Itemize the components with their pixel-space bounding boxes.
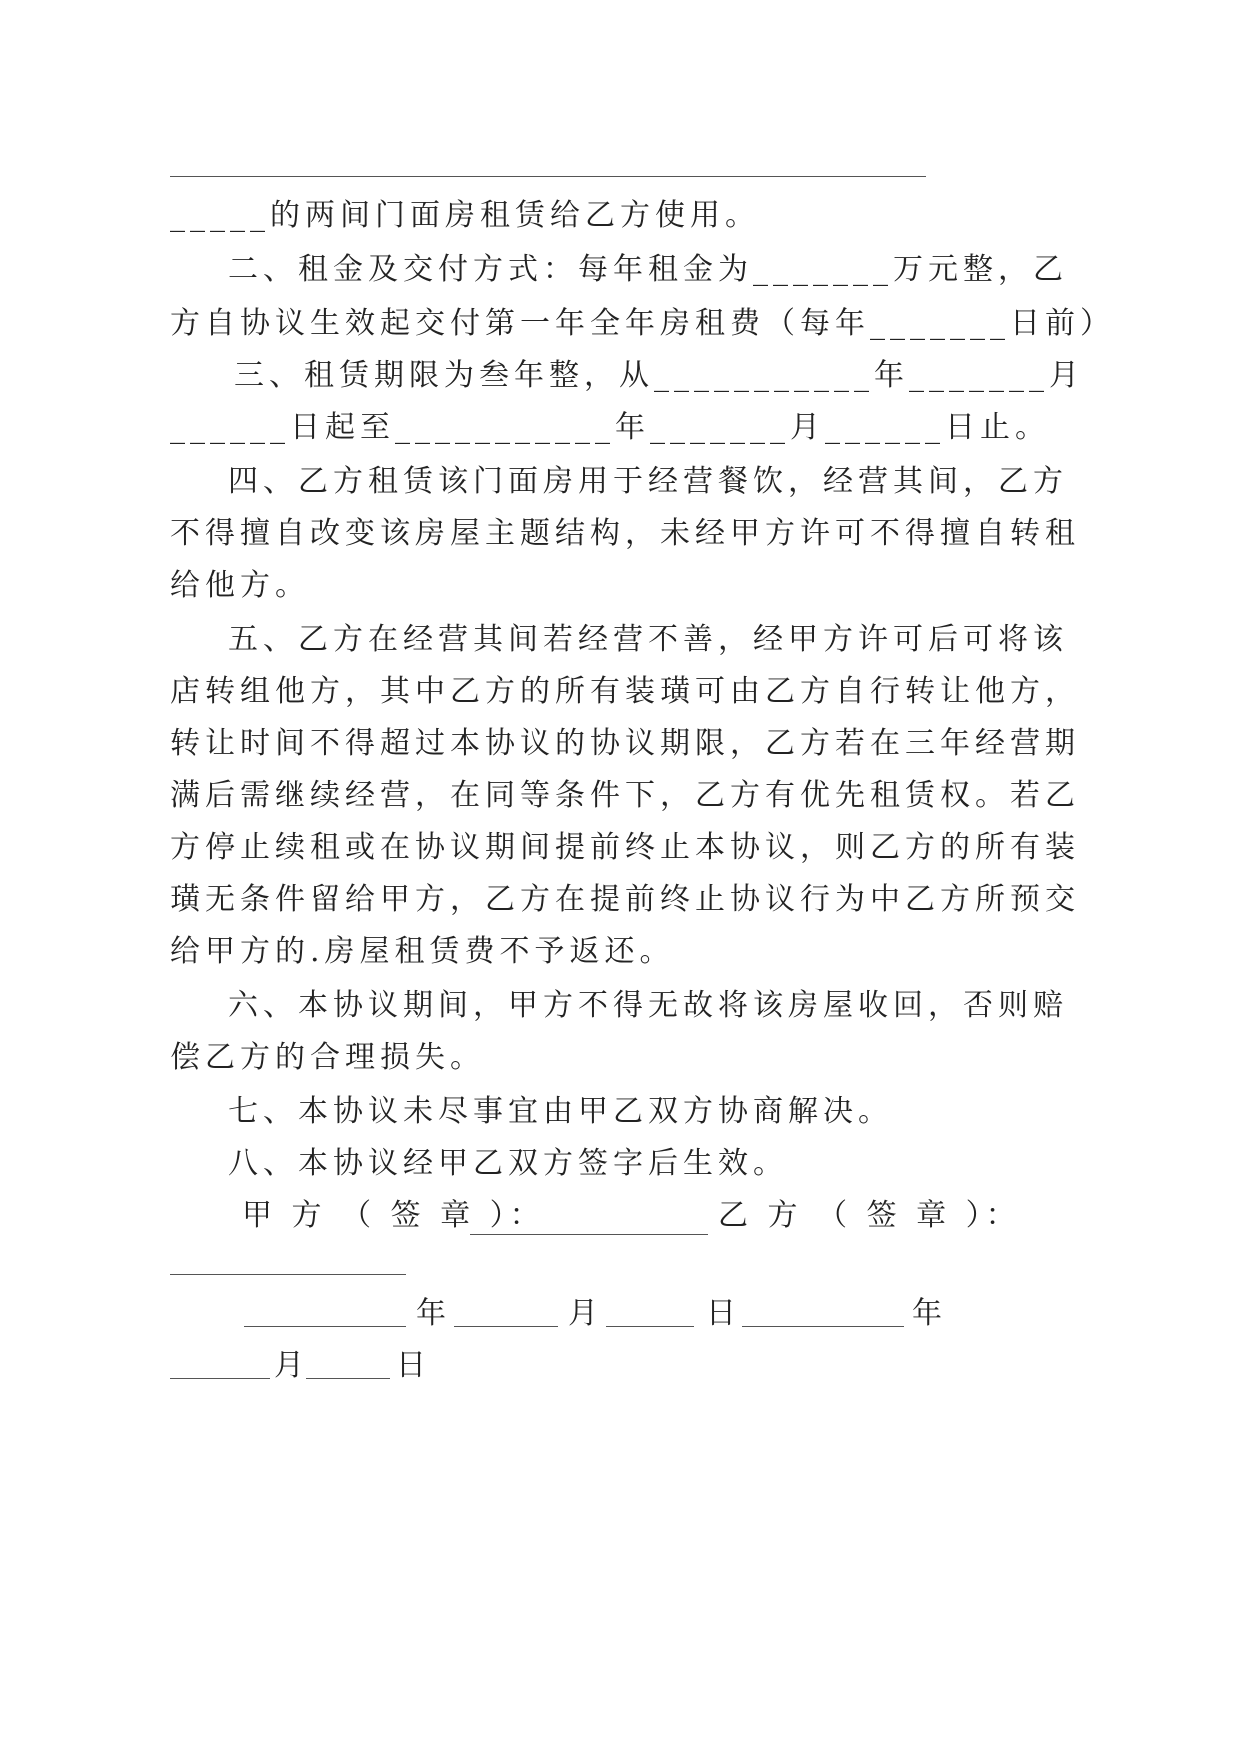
party-a-signature-label: 甲 方 （ 签 章 ）：: [242, 1198, 545, 1233]
clause-7: 七、本协议未尽事宜由甲乙双方协商解决。: [228, 1094, 893, 1129]
party-a-month-label: 月: [568, 1296, 603, 1331]
party-b-year-blank: [742, 1326, 904, 1327]
clause-6-line-2: 偿乙方的合理损失。: [170, 1040, 485, 1075]
clause-5-line-5: 方停止续租或在协议期间提前终止本协议，则乙方的所有装: [170, 830, 1080, 865]
party-a-year-label: 年: [416, 1296, 451, 1331]
premises-line: _____的两间门面房租赁给乙方使用。: [170, 198, 760, 233]
clause-5-line-6: 璜无条件留给甲方，乙方在提前终止协议行为中乙方所预交: [170, 882, 1080, 917]
party-a-signature-blank: [470, 1234, 708, 1235]
top-blank-line: [170, 176, 926, 177]
clause-2-line-2: 方自协议生效起交付第一年全年房租费（每年_______日前）: [170, 306, 1115, 341]
party-a-year-blank: [244, 1326, 406, 1327]
party-a-day-label: 日: [706, 1296, 741, 1331]
clause-5-line-4: 满后需继续经营，在同等条件下，乙方有优先租赁权。若乙: [170, 778, 1080, 813]
party-b-year-label: 年: [912, 1296, 947, 1331]
clause-4-line-1: 四、乙方租赁该门面房用于经营餐饮，经营其间，乙方: [228, 464, 1068, 499]
clause-3-line-2: ______日起至___________年_______月______日止。: [170, 410, 1050, 445]
party-b-signature-label: 乙 方 （ 签 章 ）：: [718, 1198, 1021, 1233]
party-a-month-blank: [454, 1326, 558, 1327]
clause-4-line-3: 给他方。: [170, 568, 310, 603]
party-b-day-blank: [306, 1378, 390, 1379]
clause-5-line-1: 五、乙方在经营其间若经营不善，经甲方许可后可将该: [228, 622, 1068, 657]
party-b-month-blank: [170, 1378, 270, 1379]
clause-5-line-3: 转让时间不得超过本协议的协议期限，乙方若在三年经营期: [170, 726, 1080, 761]
party-b-day-label: 日: [396, 1348, 431, 1383]
clause-5-line-2: 店转组他方，其中乙方的所有装璜可由乙方自行转让他方，: [170, 674, 1080, 709]
clause-5-line-7: 给甲方的.房屋租赁费不予返还。: [170, 934, 675, 969]
clause-3-line-1: 三、租赁期限为叁年整，从___________年_______月: [234, 358, 1084, 393]
clause-4-line-2: 不得擅自改变该房屋主题结构，未经甲方许可不得擅自转租: [170, 516, 1080, 551]
party-a-day-blank: [606, 1326, 694, 1327]
party-b-signature-blank: [170, 1274, 406, 1275]
clause-2-line-1: 二、租金及交付方式：每年租金为_______万元整，乙: [228, 252, 1068, 287]
clause-6-line-1: 六、本协议期间，甲方不得无故将该房屋收回，否则赔: [228, 988, 1068, 1023]
party-b-month-label: 月: [274, 1348, 309, 1383]
clause-8: 八、本协议经甲乙双方签字后生效。: [228, 1146, 788, 1181]
